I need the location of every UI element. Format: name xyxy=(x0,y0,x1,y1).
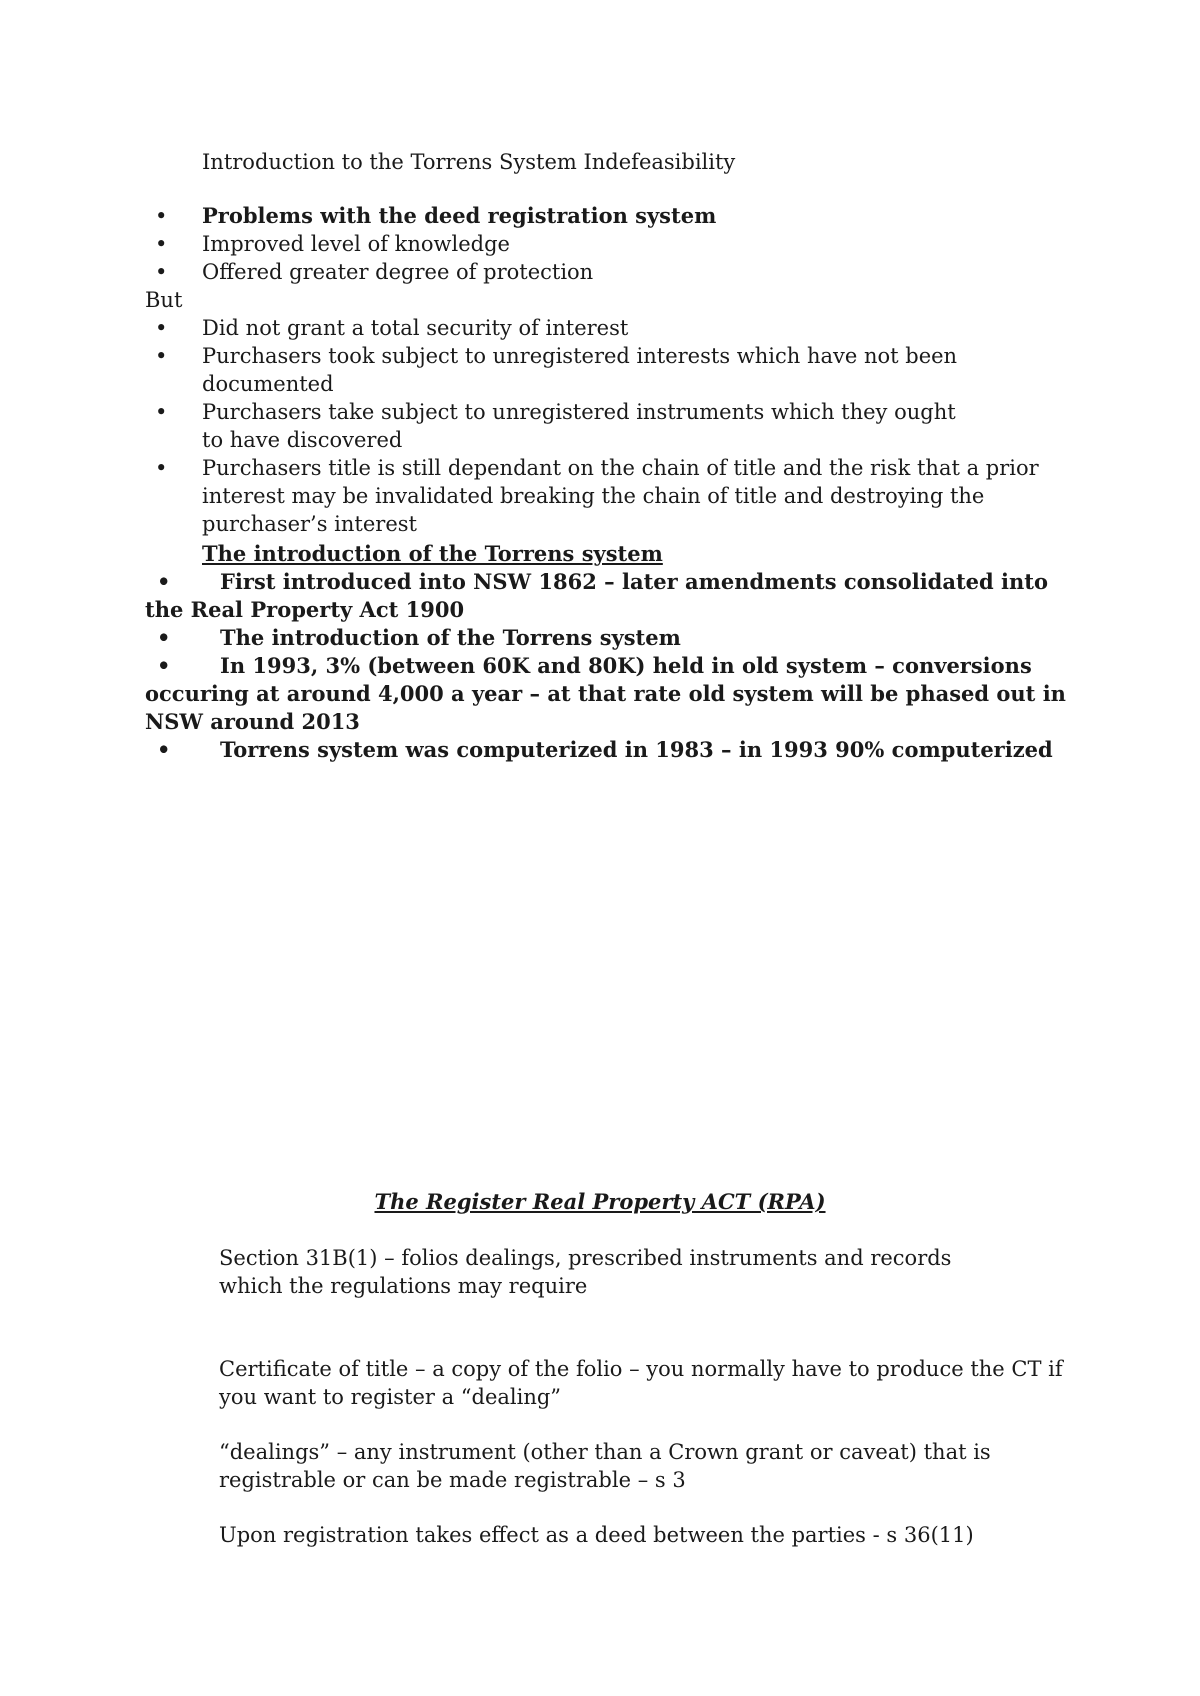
bullet-icon: • xyxy=(155,344,168,368)
list-item: • Purchasers take subject to unregistered instruments which they ought to have discovered xyxy=(155,400,956,452)
paragraph: Section 31B(1) – folios dealings, prescribed instruments and records which the regulations may require xyxy=(219,1246,952,1298)
section-heading: The Register Real Property ACT (RPA) xyxy=(374,1189,826,1214)
bullet-icon: • xyxy=(155,260,168,284)
problems-list xyxy=(145,202,1075,286)
torrens-list xyxy=(145,568,1075,764)
bullet-icon: • xyxy=(155,232,168,256)
list-item: • Offered greater degree of protection xyxy=(155,260,594,284)
list-item: • Purchasers title is still dependant on the chain of title and the risk that a prior interest may be invalidated breaking the chain of title and destroying the purchaser’s interest xyxy=(155,456,1039,536)
limitations-list xyxy=(145,314,1039,538)
bullet-icon: • xyxy=(157,569,171,594)
list-item: • Purchasers took subject to unregistered interests which have not been documented xyxy=(155,344,958,396)
bullet-icon: • xyxy=(155,456,168,480)
paragraph: Upon registration takes effect as a deed between the parties - s 36(11) xyxy=(219,1523,974,1547)
document-title: Introduction to the Torrens System Indefeasibility xyxy=(202,150,736,174)
section-heading: Problems with the deed registration system xyxy=(202,203,717,228)
bullet-icon: • xyxy=(155,204,168,228)
bullet-icon: • xyxy=(155,400,168,424)
bullet-icon: • xyxy=(157,737,171,762)
list-item: • Did not grant a total security of interest xyxy=(155,316,629,340)
paragraph: “dealings” – any instrument (other than a Crown grant or caveat) that is registrable or can be made registrable – s 3 xyxy=(219,1440,991,1492)
list-item: • In 1993, 3% (between 60K and 80K) held in old system – conversions occuring at around 4,000 a year – at that rate old system will be phased out in NSW around 2013 xyxy=(145,653,1066,734)
bullet-icon: • xyxy=(157,625,171,650)
but-label: But xyxy=(145,288,183,312)
list-item: • Torrens system was computerized in 1983 – in 1993 90% computerized xyxy=(145,736,1075,764)
list-item xyxy=(145,202,1075,230)
list-item: • Improved level of knowledge xyxy=(155,232,510,256)
bullet-icon: • xyxy=(155,316,168,340)
bullet-icon: • xyxy=(157,653,171,678)
section-heading: The introduction of the Torrens system xyxy=(202,541,663,566)
list-item: • The introduction of the Torrens system xyxy=(145,624,1075,652)
list-item: • First introduced into NSW 1862 – later amendments consolidated into the Real Property Act 1900 xyxy=(145,569,1048,622)
paragraph: Certificate of title – a copy of the folio – you normally have to produce the CT if you want to register a “dealing” xyxy=(219,1357,1063,1409)
